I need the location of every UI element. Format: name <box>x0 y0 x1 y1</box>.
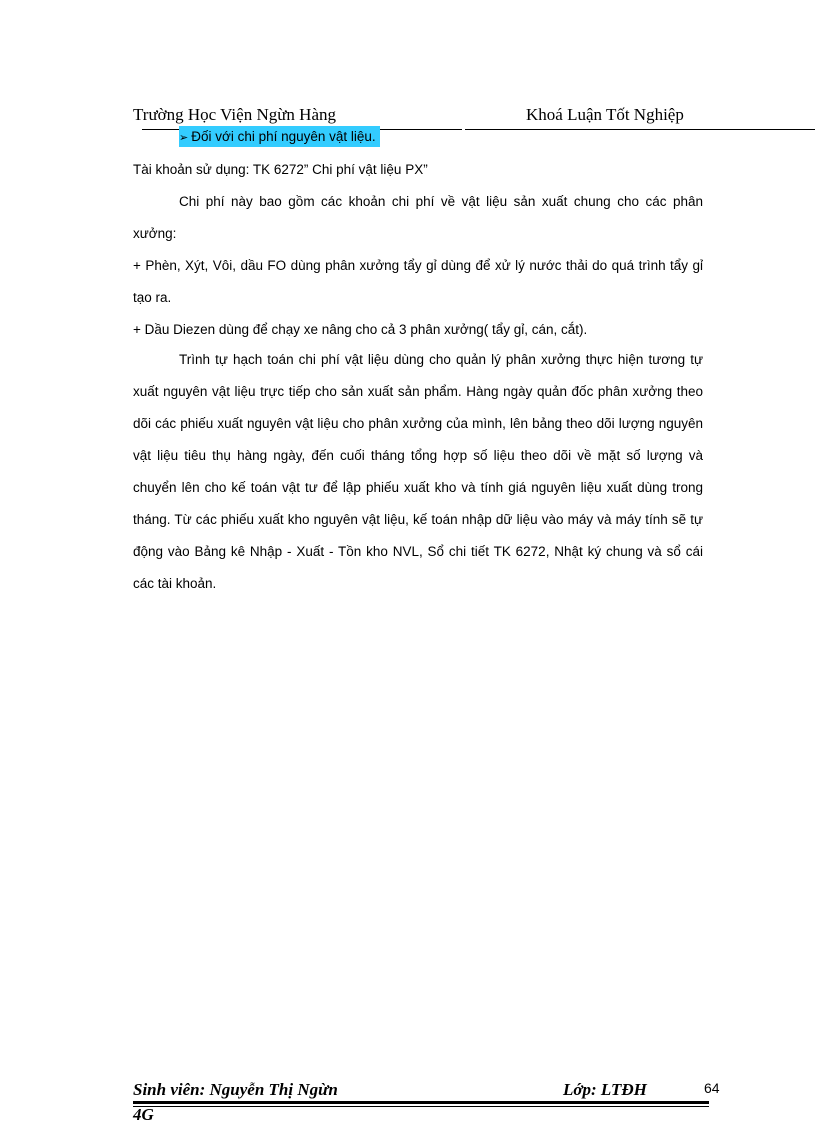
paragraph-materials-intro: Chi phí này bao gồm các khoản chi phí về vật liệu sản xuất chung cho các phân xưởng: <box>133 194 703 241</box>
arrow-bullet-icon: ➢ <box>179 132 189 144</box>
list-item-diesel: + Dầu Diezen dùng để chạy xe nâng cho cả 3 phân xưởng( tẩy gỉ, cán, cắt). <box>133 322 588 337</box>
header-school-name: Trường Học Viện Ngừn Hàng <box>133 105 337 124</box>
list-item-chemicals: + Phèn, Xýt, Vôi, dầu FO dùng phân xưởng tẩy gỉ dùng để xử lý nước thải do quá trình tẩy gỉ tạo ra. <box>133 258 703 305</box>
header-thesis-title: Khoá Luận Tốt Nghiệp <box>526 105 684 124</box>
footer-divider-thick <box>133 1101 709 1104</box>
section-heading-text: Đối với chi phí nguyên vật liệu. <box>191 129 376 144</box>
footer-student-name: Sinh viên: Nguyễn Thị Ngừn <box>133 1080 338 1099</box>
header-divider-right <box>465 129 815 130</box>
account-line: Tài khoản sử dụng: TK 6272” Chi phí vật liệu PX” <box>133 162 428 177</box>
paragraph-accounting-procedure: Trình tự hạch toán chi phí vật liệu dùng cho quản lý phân xưởng thực hiện tương tự xuất nguyên vật liệu trực tiếp cho sản xuất sản phẩm. Hàng ngày quản đốc phân xưởng theo dõi các phiếu xuất nguyên vật liệu cho phân xưởng của mình, lên bảng theo dõi lượng nguyên vật liệu tiêu thụ hàng ngày, đến cuối tháng tổng hợp số liệu theo dõi về mặt số lượng và chuyển lên cho kế toán vật tư để lập phiếu xuất kho và tính giá nguyên liệu xuất dùng trong tháng. Từ các phiếu xuất kho nguyên vật liệu, kế toán nhập dữ liệu vào máy và máy tính sẽ tự động vào Bảng kê Nhập - Xuất - Tồn kho NVL, Sổ chi tiết TK 6272, Nhật ký chung và sổ cái các tài khoản. <box>133 352 703 591</box>
page-number: 64 <box>704 1080 720 1096</box>
footer-student-name-continued: 4G <box>133 1105 154 1124</box>
section-heading <box>179 126 380 147</box>
footer-divider-thin <box>133 1106 709 1107</box>
footer-class: Lớp: LTĐH <box>563 1080 647 1099</box>
